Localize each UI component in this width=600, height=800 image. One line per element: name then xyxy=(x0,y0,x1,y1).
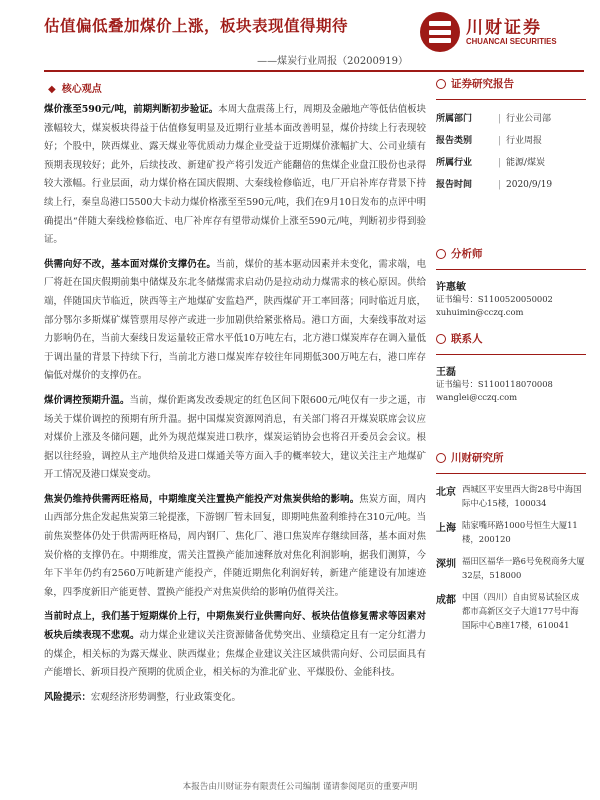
analyst-heading: 分析师 xyxy=(436,246,586,261)
section-bullet-icon xyxy=(436,79,446,89)
report-header xyxy=(44,8,574,74)
section-divider xyxy=(436,99,586,100)
office-chengdu: 成都 中国（四川）自由贸易试验区成都市高新区交子大道177号中海国际中心B座17楼，610041 xyxy=(436,592,580,630)
page-footer: 本报告由川财证券有限责任公司编制 谨请参阅尾页的重要声明 xyxy=(182,782,418,792)
section-divider xyxy=(436,269,586,270)
paragraph-coke: 焦炭仍维持供需两旺格局，中期维度关注置换产能投产对焦炭供给的影响。焦炭方面，周内山西部分焦企发起焦炭第三轮提涨，下游钢厂暂未回复，即期吨焦盈利维持在310元/吨。当前焦炭整体仍处于供需两旺格局，周内钢厂、焦化厂、港口焦炭库存继续回落，基本面对焦炭价格的支撑仍在。中期维度，需关注置换产能加速释放对焦化利润影响，据我们测算，今年下半年仍约有2560万吨新建产能投产，伴随近期焦化利润好转，新建产能建设有加速迹象，四季度新旧产能更替、置换产能投产对焦炭供给的影响仍值得关注。 xyxy=(44,493,426,598)
section-divider xyxy=(436,354,586,355)
section-divider xyxy=(436,473,586,474)
contact-heading: 联系人 xyxy=(436,331,586,346)
office-shanghai: 上海 陆家嘴环路1000号恒生大厦11楼，200120 xyxy=(436,520,578,544)
office-shenzhen: 深圳 福田区福华一路6号免税商务大厦32层，518000 xyxy=(436,556,585,580)
contact-email[interactable]: wanglei@cczq.com xyxy=(436,392,518,402)
report-info-row: 所属行业 | 能源/煤炭 xyxy=(436,158,546,168)
logo-name-en: CHUANCAI SECURITIES xyxy=(466,37,557,46)
diamond-icon: ◆ xyxy=(48,84,56,95)
paragraph-outlook: 当前时点上，我们基于短期煤价上行，中期焦炭行业供需向好、板块估值修复需求等因素对板块后续表现不悲观。动力煤企业建议关注资源储备优势突出、业绩稳定且有一定分红潜力的煤企，相关标的为露天煤业、陕西煤业；焦煤企业建议关注区域供需向好、公司层面具有产能增长、新项目投产预期的优质企业，相关标的为淮北矿业、平煤股份、金能科技。 xyxy=(44,611,426,679)
report-subtitle: ——煤炭行业周报（20200919） xyxy=(257,56,408,67)
paragraph-regulation: 煤价调控预期升温。当前，煤价距离发改委规定的红色区间下限600元/吨仅有一步之遥，市场关于煤价调控的预期有所升温。据中国煤炭资源网消息，有关部门将召开煤炭联席会议应对煤价上涨及冬储问题，此外为规范煤炭进口秩序，煤炭运销协会也将召开委员会会议。根据以往经验，调控从主产地供给及进口煤通关等方面入手的概率较大，建议关注主产地煤矿开工情况及港口煤炭变动。 xyxy=(44,394,426,481)
paragraph-coal-price: 煤价涨至590元/吨，前期判断初步验证。本周大盘震荡上行，周期及金融地产等低估值板块涨幅较大，煤炭板块得益于估值修复明显及近期行业基本面改善明显，煤价持续上行表现较好；个股中，陕西煤业、露天煤业等优质动力煤企业受益于近期煤价涨幅扩大、公司业绩有预期表现较好；此外，后续技改、新建矿投产将引发近产能翻倍的焦煤企业盘江股份也录得较大涨幅。行业层面，动力煤价格在国庆假期、大秦线检修临近，电厂开启补库存背景下持续上行，秦皇岛港口5500大卡动力煤价格涨至至590元/吨，我们在9月10日发布的点评中明确提出“伴随大秦线检修临近、电厂补库存有望带动煤价上涨至590元/吨，判断初步得到验证。 xyxy=(44,104,426,246)
paragraph-risk: 风险提示：宏观经济形势调整，行业政策变化。 xyxy=(44,691,241,703)
report-title: 估值偏低叠加煤价上涨，板块表现值得期待 xyxy=(44,17,349,35)
section-bullet-icon xyxy=(436,453,446,463)
institute-heading: 川财研究所 xyxy=(436,450,586,465)
report-info-heading: 证券研究报告 xyxy=(436,76,586,91)
header-divider xyxy=(44,70,584,72)
analyst-email[interactable]: xuhuimin@cczq.com xyxy=(436,307,524,317)
core-views-column xyxy=(44,76,426,713)
report-info-row: 报告时间 | 2020/9/19 xyxy=(436,180,553,190)
paragraph-supply-demand: 供需向好不改，基本面对煤价支撑仍在。当前，煤价的基本驱动因素并未变化，需求端，电厂将赶在国庆假期前集中储煤及东北冬储煤需求启动仍是拉动动力煤需求的核心原因。供给端，伴随国庆节临近，陕西等主产地煤矿安监趋严，陕西煤矿开工率回落；同时临近月底，部分鄂尔多斯煤矿煤管票用尽停产或进一步加剧供给紧张格局。港口方面，大秦线事故对运力影响仍在，当前大秦线日发运量较正常水平低10万吨左右，北方港口煤炭库存在调入量低于调出量的背景下持续下行，当前北方港口煤炭库存较往年同期低300万吨左右，港口库存偏低对煤价的支撑仍在。 xyxy=(44,258,426,382)
section-bullet-icon xyxy=(436,334,446,344)
analyst-cert: 证书编号：S1100520050002 xyxy=(436,294,553,304)
logo-name-cn: 川财证券 xyxy=(466,18,542,38)
sidebar xyxy=(436,76,586,640)
office-beijing: 北京 西城区平安里西大街28号中海国际中心15楼，100034 xyxy=(436,484,582,508)
contact-name: 王磊 xyxy=(436,367,456,378)
report-info-row: 报告类别 | 行业周报 xyxy=(436,136,543,146)
contact-cert: 证书编号：S1100118070008 xyxy=(436,379,553,389)
report-info-row: 所属部门 | 行业公司部 xyxy=(436,114,552,124)
logo-mark-icon xyxy=(420,12,460,52)
analyst-name: 许惠敏 xyxy=(436,282,466,293)
core-views-heading: ◆ 核心观点 xyxy=(48,84,102,95)
section-bullet-icon xyxy=(436,249,446,259)
company-logo xyxy=(420,12,574,52)
